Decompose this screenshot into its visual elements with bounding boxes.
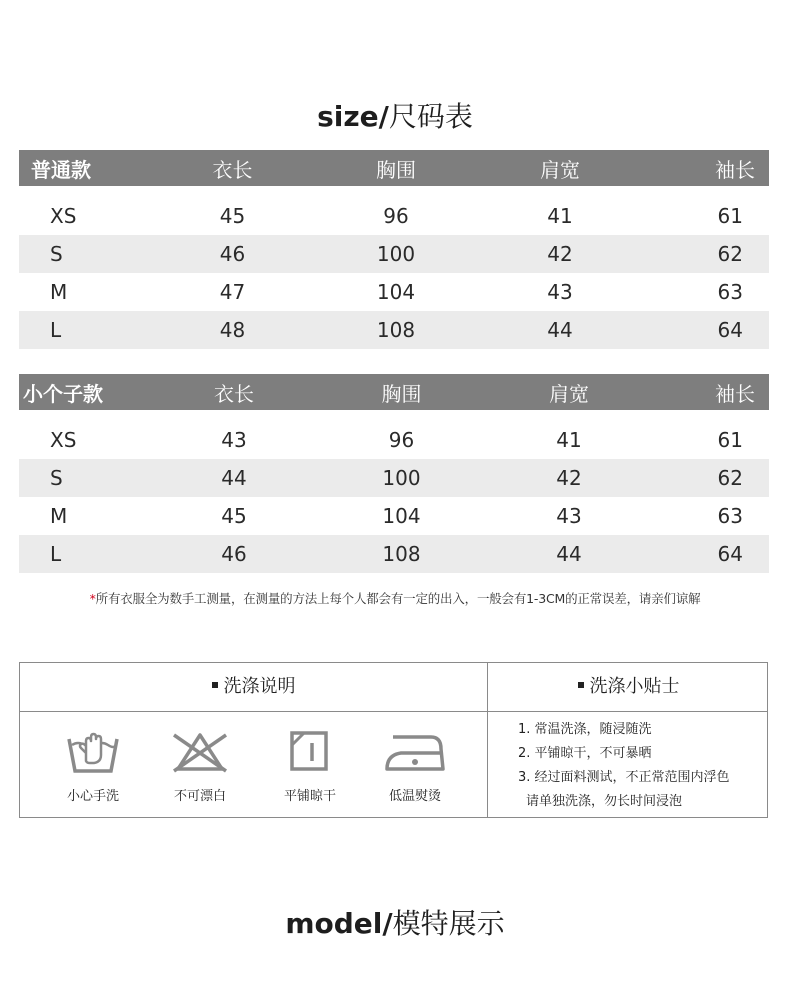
list-item: 3. 经过面料测试，不正常范围内浮色: [518, 770, 730, 785]
wash-tips-header: [488, 663, 769, 711]
column-header: 胸围: [309, 374, 494, 410]
table-cell: 43: [221, 428, 247, 452]
note-asterisk: *: [89, 591, 96, 606]
size-title-slash: /: [378, 100, 389, 133]
table-cell: 104: [382, 504, 421, 528]
care-item-dry-flat: [260, 729, 360, 804]
bullet-icon: [212, 682, 218, 688]
table-cell: 41: [547, 204, 573, 228]
table-cell: 64: [634, 311, 769, 349]
table-cell: 62: [634, 235, 769, 273]
bullet-icon: [578, 682, 584, 688]
list-item: 1. 常温洗涤，随浸随洗: [518, 722, 652, 737]
table-row: [19, 497, 769, 535]
column-header: 普通款: [19, 150, 159, 186]
measurement-note: [0, 589, 790, 607]
table-cell: 44: [486, 311, 634, 349]
care-item-no-bleach: [150, 729, 250, 804]
table-cell: 45: [219, 204, 246, 228]
size-title-en: size: [317, 100, 379, 133]
table-cell: 61: [717, 204, 743, 228]
care-item-label: 不可漂白: [173, 789, 226, 804]
column-header: 肩宽: [486, 150, 634, 186]
table-row: [19, 235, 769, 273]
column-header: 袖长: [644, 374, 769, 410]
no-bleach-icon: [170, 729, 230, 775]
table-header-row: [19, 374, 769, 410]
table-cell: L: [19, 311, 159, 349]
table-cell: 100: [309, 459, 494, 497]
dry-flat-icon: [288, 729, 332, 775]
model-title-en: model: [285, 907, 383, 940]
table-cell: 96: [383, 204, 409, 228]
table-cell: 47: [219, 280, 246, 304]
table-row: [19, 535, 769, 573]
table-header-row: [19, 150, 769, 186]
column-header: 衣长: [159, 374, 309, 410]
table-cell: 62: [644, 459, 769, 497]
table-cell: S: [19, 235, 159, 273]
table-row: [19, 421, 769, 459]
table-cell: 44: [159, 459, 309, 497]
regular-size-table: [19, 150, 769, 349]
table-cell: 108: [309, 535, 494, 573]
care-item-label: 低温熨烫: [388, 789, 441, 804]
column-header: 袖长: [634, 150, 769, 186]
table-row: [19, 311, 769, 349]
table-cell: 43: [556, 504, 582, 528]
care-item-label: 小心手洗: [66, 789, 119, 804]
petite-size-table: [19, 374, 769, 573]
table-row: [19, 197, 769, 235]
note-text: 所有衣服全为数手工测量，在测量的方法上每个人都会有一定的出入，一般会有1-3CM的正常误差，请亲们谅解: [95, 591, 701, 606]
table-cell: 108: [306, 311, 486, 349]
table-row: [19, 459, 769, 497]
care-item-low-iron: [365, 729, 465, 804]
table-cell: 104: [376, 280, 416, 304]
table-cell: 46: [159, 235, 306, 273]
table-cell: 64: [644, 535, 769, 573]
model-title-slash: /: [382, 907, 393, 940]
column-header: 肩宽: [494, 374, 644, 410]
care-item-hand-wash: [43, 729, 143, 804]
table-cell: 63: [717, 280, 743, 304]
model-section-title: [0, 902, 790, 942]
table-cell: 43: [547, 280, 573, 304]
table-cell: 41: [556, 428, 582, 452]
care-item-label: 平铺晾干: [283, 789, 336, 804]
table-cell: M: [50, 280, 68, 304]
table-cell: 42: [494, 459, 644, 497]
list-item: 请单独洗涤，勿长时间浸泡: [526, 794, 683, 809]
table-cell: 100: [306, 235, 486, 273]
table-cell: 44: [494, 535, 644, 573]
table-cell: 48: [159, 311, 306, 349]
table-row: [19, 273, 769, 311]
wash-instructions-header: [20, 663, 487, 711]
table-cell: 45: [221, 504, 247, 528]
table-cell: M: [50, 504, 68, 528]
table-cell: 63: [717, 504, 743, 528]
list-item: 2. 平铺晾干，不可暴晒: [518, 746, 652, 761]
table-cell: 46: [159, 535, 309, 573]
model-title-zh: 模特展示: [392, 907, 505, 940]
size-title-zh: 尺码表: [388, 100, 473, 133]
wash-header-label: 洗涤说明: [223, 676, 296, 697]
table-cell: L: [19, 535, 159, 573]
wash-tips-list: [518, 718, 730, 814]
column-header: 小个子款: [19, 374, 159, 410]
hand-wash-icon: [66, 729, 120, 775]
table-cell: 96: [388, 428, 415, 452]
column-header: 衣长: [159, 150, 306, 186]
tips-header-label: 洗涤小贴士: [589, 676, 680, 697]
column-header: 胸围: [306, 150, 486, 186]
table-cell: 61: [717, 428, 743, 452]
table-cell: XS: [50, 204, 77, 228]
table-cell: S: [19, 459, 159, 497]
table-cell: 42: [486, 235, 634, 273]
divider: [20, 711, 767, 712]
size-chart-title: [0, 95, 790, 135]
low-iron-icon: [383, 729, 447, 775]
table-cell: XS: [50, 428, 77, 452]
